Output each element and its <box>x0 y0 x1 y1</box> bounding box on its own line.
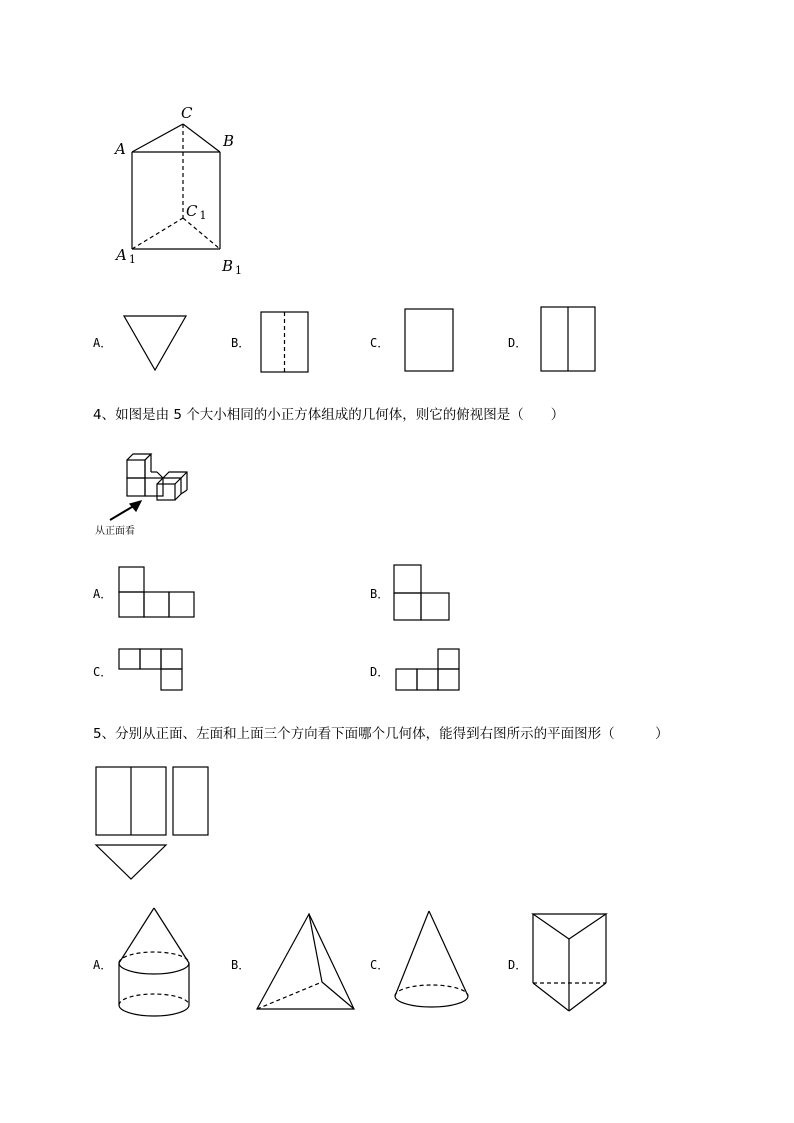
vertex-label-A1: A $_1$ <box>116 246 136 266</box>
q3-option-b-rectangle-dashed-midline <box>260 311 312 375</box>
q4-option-c-label: C． <box>93 665 113 679</box>
q3-option-a-label: A． <box>93 336 113 350</box>
q3-option-a-inverted-triangle <box>122 314 190 374</box>
question-4-text: 4、如图是由 5 个大小相同的小正方体组成的几何体，则它的俯视图是（ ） <box>93 407 565 423</box>
q5-top-view <box>96 845 166 879</box>
vertex-label-C: C <box>181 104 193 122</box>
q4-view-caption: 从正面看 <box>95 526 135 537</box>
q4-option-c-grid <box>118 648 186 694</box>
q4-option-b-grid <box>393 564 453 622</box>
q3-option-c-label: C． <box>370 336 390 350</box>
q3-option-b-label: B． <box>231 336 251 350</box>
q5-option-a-label: A． <box>93 958 113 972</box>
q5-option-c-cone <box>391 908 473 1018</box>
prism-edge-AC <box>132 124 183 152</box>
prism-hidden-edge-A1C1 <box>132 218 183 249</box>
q4-option-d-grid <box>395 648 463 694</box>
q5-option-b-triangular-pyramid <box>254 910 358 1014</box>
q4-option-a-grid <box>118 566 198 620</box>
q5-option-b-label: B． <box>231 958 251 972</box>
q4-option-a-label: A． <box>93 587 113 601</box>
q3-option-d-label: D． <box>508 336 528 350</box>
question-5-text: 5、分别从正面、左面和上面三个方向看下面哪个几何体，能得到右图所示的平面图形（ ） <box>93 726 669 742</box>
q5-side-view <box>173 767 208 835</box>
q3-option-c-rectangle <box>404 308 458 374</box>
q3-option-d-rectangle-solid-midline <box>540 306 598 374</box>
vertex-label-C1: C $_1$ <box>186 202 207 222</box>
q5-option-d-triangular-prism <box>530 911 612 1017</box>
q4-option-d-label: D． <box>370 665 390 679</box>
q4-option-b-label: B． <box>370 587 390 601</box>
q5-option-a-cone-on-cylinder <box>114 905 196 1021</box>
view-direction-arrow-icon <box>106 498 146 524</box>
prism-edge-CB <box>183 124 220 152</box>
q5-option-c-label: C． <box>370 958 390 972</box>
vertex-label-A: A <box>115 140 126 158</box>
vertex-label-B1: B $_1$ <box>222 257 243 277</box>
q5-three-views-figure <box>94 765 212 883</box>
prism-hidden-edge-C1B1 <box>183 218 220 249</box>
vertex-label-B: B <box>223 132 235 150</box>
q5-option-d-label: D． <box>508 958 528 972</box>
